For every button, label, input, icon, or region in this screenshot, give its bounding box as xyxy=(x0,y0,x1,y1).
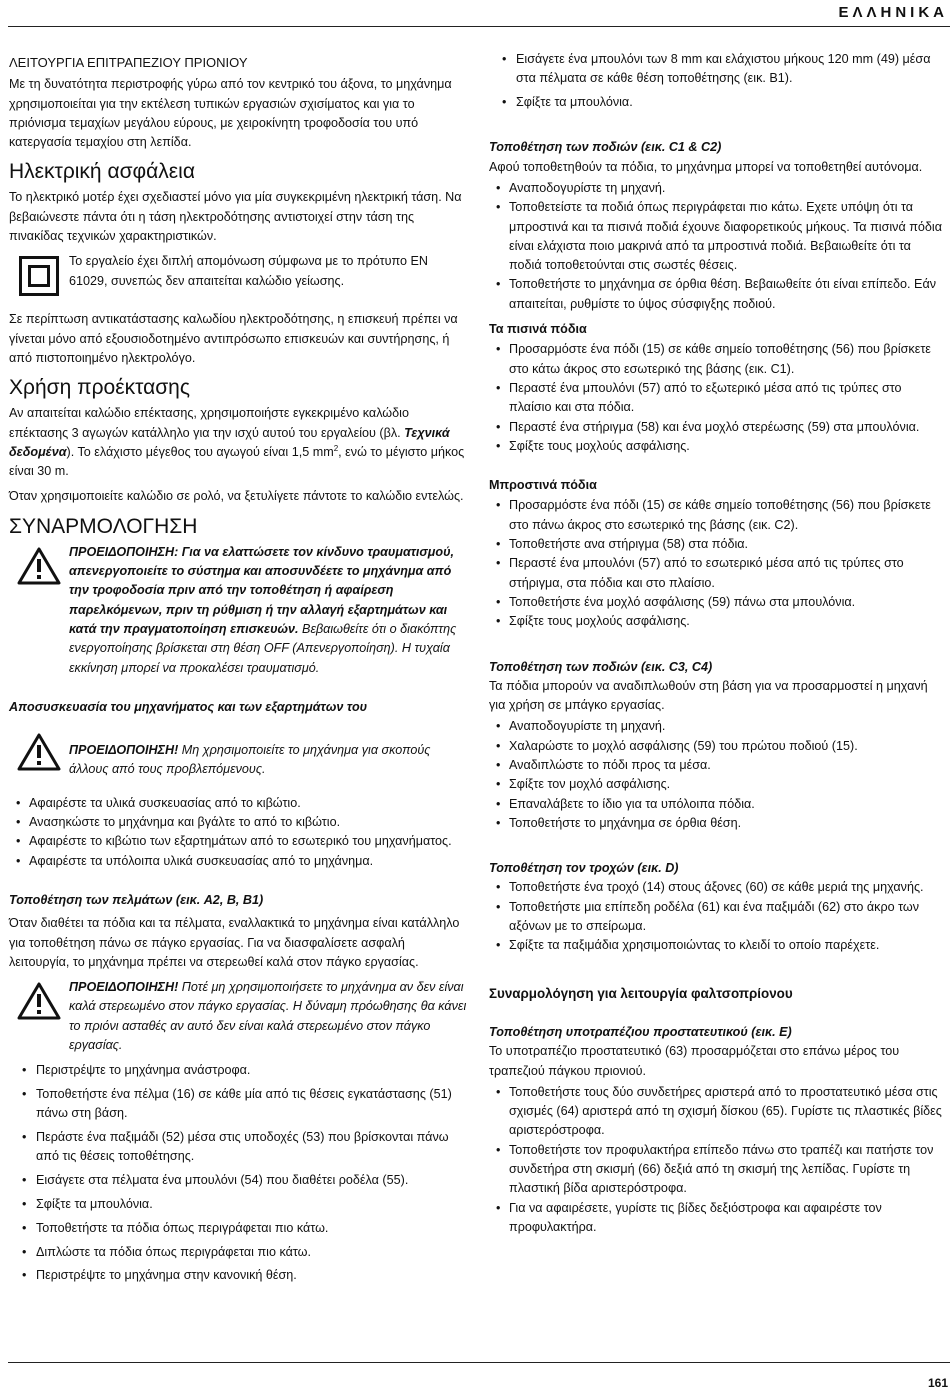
extension-title: Χρήση προέκτασης xyxy=(9,376,190,400)
list-item: • Αναδιπλώστε το πόδι προς τα μέσα. xyxy=(489,756,947,775)
list-item: • Εισάγετε ένα μπουλόνι των 8 mm και ελάχιστου μήκους 120 mm (49) μέσα στα πέλματα σε κάθε θέση τοποθέτησης (εικ. B1). xyxy=(489,50,947,89)
list-item: • Αναποδογυρίστε τη μηχανή. xyxy=(489,179,947,198)
list-item: • Ανασηκώστε το μηχάνημα και βγάλτε το από το κιβώτιο. xyxy=(9,813,467,832)
list-item: • Περαστέ ένα στήριγμα (58) και ένα μοχλό στερέωσης (59) στα μπουλόνια. xyxy=(489,418,947,437)
wheels-title: Τοποθέτηση τον τροχών (εικ. D) xyxy=(489,861,679,876)
electrical-safety-title: Ηλεκτρική ασφάλεια xyxy=(9,160,195,184)
list-item: • Τοποθετήστε τα πόδια όπως περιγράφεται πιο κάτω. xyxy=(9,1219,467,1238)
double-insulation-block xyxy=(9,252,467,296)
cable-replace-text: Σε περίπτωση αντικατάστασης καλωδίου ηλεκτροδότησης, η επισκευή πρέπει να γίνεται μόνο από εξουσιοδοτημένο αντιπρόσωπο επισκευών και συντήρησης, ή από πιστοποιημένο ηλεκτρολόγο. xyxy=(9,312,458,365)
technical-data-ref: Τεχνικά δεδομένα xyxy=(9,425,450,459)
unpacking-warning xyxy=(9,729,467,780)
warning-icon xyxy=(9,978,69,1020)
guard-title: Τοποθέτηση υποτραπέζιου προστατευτικού (εικ. E) xyxy=(489,1024,792,1039)
list-item: • Περαστέ ένα μπουλόνι (57) από το εσωτερικό μέσα από τις τρύπες στο στήριγμα, στα πόδια και στο πλαίσιο. xyxy=(489,554,947,593)
feet-title: Τοποθέτηση των πελμάτων (εικ. A2, B, B1) xyxy=(9,892,264,907)
list-item: • Τοποθετήστε το μηχάνημα σε όρθια θέση. xyxy=(489,814,947,833)
list-item: • Χαλαρώστε το μοχλό ασφάλισης (59) του πρώτου ποδιού (15). xyxy=(489,737,947,756)
list-item: • Προσαρμόστε ένα πόδι (15) σε κάθε σημείο τοποθέτησης (56) που βρίσκετε στο κάτω άκρος στο εσωτερικό της βάσης (εικ. C1). xyxy=(489,340,947,379)
list-item: • Προσαρμόστε ένα πόδι (15) σε κάθε σημείο τοποθέτησης (56) που βρίσκετε στο πάνω άκρος στο εσωτερικό της βάσης (εικ. C2). xyxy=(489,496,947,535)
double-insulation-text: Το εργαλείο έχει διπλή απομόνωση σύμφωνα με το πρότυπο EN 61029, συνεπώς δεν απαιτείται καλώδιο γείωσης. xyxy=(69,254,428,288)
feet-list xyxy=(9,1061,467,1285)
extension-text: Αν απαιτείται καλώδιο επέκτασης, χρησιμοποιήστε εγκεκριμένο καλώδιο επέκτασης 3 αγωγών κατάλληλο για την ισχύ αυτού του εργαλείου (βλ. Τεχνικά δεδομένα). Το ελάχιστο μέγεθος του αγωγού είναι 1,5 $mm^2$, ενώ το μέγιστο μήκος είναι 30 m. xyxy=(9,406,465,479)
legs-fold-text: Τα πόδια μπορούν να αναδιπλωθούν στη βάση για να προσαρμοστεί η μηχανή για χρήση σε μπάγκο εργασίας. xyxy=(489,678,928,713)
legs-title: Τοποθέτηση των ποδιών (εικ. C1 & C2) xyxy=(489,140,722,155)
extension-reel-text: Όταν χρησιμοποιείτε καλώδιο σε ρολό, να ξετυλίγετε πάντοτε το καλώδιο εντελώς. xyxy=(9,489,464,504)
list-item: • Περαστέ ένα μπουλόνι (57) από το εξωτερικό μέσα από τις τρύπες στο πλαίσιο και στα πόδια. xyxy=(489,379,947,418)
list-item: • Τοποθετήστε ένα τροχό (14) στους άξονες (60) σε κάθε μεριά της μηχανής. xyxy=(489,878,947,897)
warning-icon xyxy=(9,543,69,585)
table-saw-title: ΛΕΙΤΟΥΡΓΙΑ ΕΠΙΤΡΑΠΕΖΙΟΥ ΠΡΙΟΝΙΟΥ xyxy=(9,55,248,70)
list-item: • Περιστρέψτε το μηχάνημα στην κανονική θέση. xyxy=(9,1266,467,1285)
front-legs-title: Μπροστινά πόδια xyxy=(489,478,597,493)
feet-text: Όταν διαθέτει τα πόδια και τα πέλματα, εναλλακτικά το μηχάνημα είναι κατάλληλο για τοποθέτηση πάνω σε πάγκο εργασίας. Για να διασφαλίσετε ασφαλή λειτουργία, το μηχάνημα πρέπει να στερεωθεί καλά στον πάγκο εργασίας. xyxy=(9,916,460,969)
header-language: ΕΛΛΗΝΙΚΑ xyxy=(838,4,948,21)
header-rule xyxy=(8,26,950,27)
guard-text: Το υποτραπέζιο προστατευτικό (63) προσαρμόζεται στο επάνω μέρος του τραπεζιού πάγκου πριονιού. xyxy=(489,1044,900,1078)
list-item: • Περιστρέψτε το μηχάνημα ανάστροφα. xyxy=(9,1061,467,1080)
list-item: • Αφαιρέστε τα υπόλοιπα υλικά συσκευασίας από το μηχάνημα. xyxy=(9,852,467,871)
assembly-warning xyxy=(9,543,467,678)
list-item: • Τοποθετήστε τον προφυλακτήρα επίπεδο πάνω στο τραπέζι και πατήστε τον συνδετήρα στη σκισμή (66) δεξιά από τη σκισμή της λεπίδας. Γυρίστε τη πλαστική βίδα αριστερόστροφα. xyxy=(489,1141,947,1199)
flush-saw-title: Συναρμολόγηση για λειτουργία φαλτσοπρίονου xyxy=(489,985,793,1001)
rear-legs-list xyxy=(489,340,947,456)
unpacking-warning-bold: ΠΡΟΕΙΔΟΠΟΙΗΣΗ! xyxy=(69,743,179,758)
list-item: • Σφίξτε τα παξιμάδια χρησιμοποιώντας το κλειδί το οποίο παρέχετε. xyxy=(489,936,947,955)
list-item: • Τοποθετήστε μια επίπεδη ροδέλα (61) και ένα παξιμάδι (62) στο άκρο των αξόνων με το σπείρωμα. xyxy=(489,898,947,937)
feet-warning xyxy=(9,978,467,1055)
table-saw-text: Με τη δυνατότητα περιστροφής γύρω από τον κεντρικό του άξονα, το μηχάνημα χρησιμοποιείται για την εκτέλεση τυπικών εργασιών σχισίματος και για το πριόνισμα τεμαχίων μεγάλου εύρους, με χειροκίνητη τροφοδοσία του υπό κατεργασία τεμαχίου στη λεπίδα. xyxy=(9,77,452,150)
legs-list xyxy=(489,179,947,314)
list-item: • Τοποθετήστε ένα μοχλό ασφάλισης (59) πάνω στα μπουλόνια. xyxy=(489,593,947,612)
list-item: • Διπλώστε τα πόδια όπως περιγράφεται πιο κάτω. xyxy=(9,1243,467,1262)
front-legs-list xyxy=(489,496,947,631)
unpacking-title: Αποσυσκευασία του μηχανήματος και των εξαρτημάτων του xyxy=(9,699,368,714)
list-item: • Επαναλάβετε το ίδιο για τα υπόλοιπα πόδια. xyxy=(489,795,947,814)
list-item: • Τοποθετήστε το μηχάνημα σε όρθια θέση. Βεβαιωθείτε ότι είναι επίπεδο. Εάν απαιτείται, ρυθμίστε το ύψος σύσφιγξης ποδιού. xyxy=(489,275,947,314)
list-item: • Αναποδογυρίστε τη μηχανή. xyxy=(489,717,947,736)
list-item: • Περάστε ένα παξιμάδι (52) μέσα στις υποδοχές (53) που βρίσκονται πάνω από τις θέσεις τοποθέτησης. xyxy=(9,1128,467,1167)
legs-text: Αφού τοποθετηθούν τα πόδια, το μηχάνημα μπορεί να τοποθετηθεί αυτόνομα. xyxy=(489,159,923,174)
list-item: • Σφίξτε τα μπουλόνια. xyxy=(489,93,947,112)
list-item: • Σφίξτε τον μοχλό ασφάλισης. xyxy=(489,775,947,794)
assembly-warning-bold: ΠΡΟΕΙΔΟΠΟΙΗΣΗ: Για να ελαττώσετε τον κίνδυνο τραυματισμού, απενεργοποιείτε το σύστημα και αποσυνδέετε το μηχάνημα από την τροφοδοσία πριν από την τοποθέτηση ή αφαίρεση παρελκόμενων, πριν τη ρύθμιση ή την αλλαγή εξαρτημάτων και κατά την πραγματοποίηση επισκευών. xyxy=(69,544,455,636)
assembly-warning-rest: Βεβαιωθείτε ότι ο διακόπτης ενεργοποίησης βρίσκεται στη θέση OFF (Απενεργοποίηση). Η τυχαία εκκίνηση μπορεί να προκαλέσει τραυματισμό. xyxy=(69,621,457,675)
list-item: • Αφαιρέστε το κιβώτιο των εξαρτημάτων από το εσωτερικό του μηχανήματος. xyxy=(9,832,467,851)
unpacking-warning-rest: Μη χρησιμοποιείτε το μηχάνημα για σκοπούς άλλους από τους προβλεπόμενους. xyxy=(69,743,431,777)
footer-rule xyxy=(8,1362,950,1363)
assembly-title: ΣΥΝΑΡΜΟΛΟΓΗΣΗ xyxy=(9,514,198,538)
list-item: • Τοποθετήστε τους δύο συνδετήρες αριστερά από το προστατευτικό μέσα στις σχισμές (64) αριστερά από τη σχισμή δίσκου (65). Γυρίστε τις πλαστικές βίδες αριστερόστροφα. xyxy=(489,1083,947,1141)
list-item: • Εισάγετε στα πέλματα ένα μπουλόνι (54) που διαθέτει ροδέλα (55). xyxy=(9,1171,467,1190)
list-item: • Σφίξτε τους μοχλούς ασφάλισης. xyxy=(489,612,947,631)
electrical-safety-text: Το ηλεκτρικό μοτέρ έχει σχεδιαστεί μόνο για μία συγκεκριμένη ηλεκτρική τάση. Να βεβαιώνεστε πάντα ότι η τάση ηλεκτροδότησης αντιστοιχεί στην τάση της πινακίδας τεχνικών χαρακτηριστικών. xyxy=(9,190,462,244)
rear-legs-title: Τα πισινά πόδια xyxy=(489,322,587,337)
unpacking-list xyxy=(9,794,467,871)
list-item: • Τοποθετήστε ανα στήριγμα (58) στα πόδια. xyxy=(489,535,947,554)
legs-fold-list xyxy=(489,717,947,833)
right-column xyxy=(489,50,947,1243)
list-item: • Σφίξτε τους μοχλούς ασφάλισης. xyxy=(489,437,947,456)
guard-list xyxy=(489,1083,947,1237)
list-item: • Τοποθετήστε ένα πέλμα (16) σε κάθε μία από τις θέσεις εγκατάστασης (51) πάνω στη βάση. xyxy=(9,1085,467,1124)
top-list xyxy=(489,50,947,112)
list-item: • Για να αφαιρέσετε, γυρίστε τις βίδες δεξιόστροφα και αφαιρέστε τον προφυλακτήρα. xyxy=(489,1199,947,1238)
list-item: • Τοποθετείστε τα ποδιά όπως περιγράφεται πιο κάτω. Εχετε υπόψη ότι τα μπροστινά και τα πισινά ποδιά έχουνε διαφορετικούς μήκους. Τα πισινά πόδια είναι ελάχιστα ποιο μακρινά από τα μπροστινά ποδιά. Βεβαιωθείτε ότι τα ποδιά τοποθετούνται στις σωστές θέσεις. xyxy=(489,198,947,275)
double-insulation-icon xyxy=(9,252,69,296)
list-item: • Σφίξτε τα μπουλόνια. xyxy=(9,1195,467,1214)
legs-fold-title: Τοποθέτηση των ποδιών (εικ. C3, C4) xyxy=(489,659,713,674)
feet-warning-rest: Ποτέ μη χρησιμοποιήσετε το μηχάνημα αν δεν είναι καλά στερεωμένο στον πάγκο εργασίας. Η δύναμη πρόωθησης θα κάνει το πριόνι ασταθές αν αυτό δεν είναι καλά στερεωμένο στον πάγκο εργασίας. xyxy=(69,980,467,1052)
warning-icon xyxy=(9,729,69,771)
feet-warning-bold: ΠΡΟΕΙΔΟΠΟΙΗΣΗ! xyxy=(69,980,179,995)
wheels-list xyxy=(489,878,947,955)
list-item: • Αφαιρέστε τα υλικά συσκευασίας από το κιβώτιο. xyxy=(9,794,467,813)
page-number: 161 xyxy=(927,1376,948,1390)
left-column xyxy=(9,50,467,1292)
